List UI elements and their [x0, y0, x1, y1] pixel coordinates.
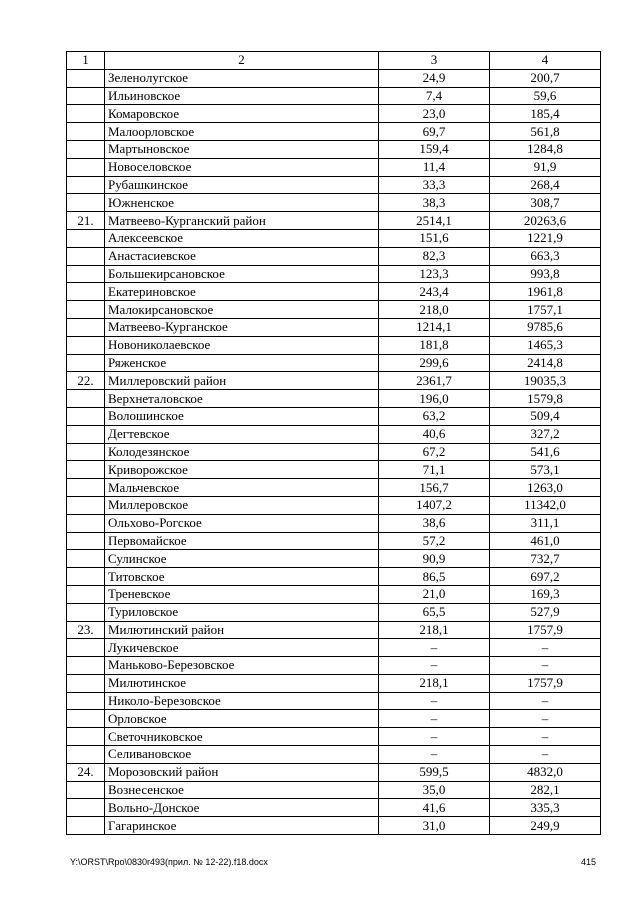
row-value-3-cell: 24,9 — [379, 69, 490, 87]
row-number-cell — [67, 461, 105, 479]
row-value-3-cell: 38,3 — [379, 194, 490, 212]
table-row — [67, 603, 601, 621]
row-name-cell: Вознесенское — [105, 781, 379, 799]
row-value-4-cell: 308,7 — [490, 194, 601, 212]
row-name-cell: Матвеево-Курганское — [105, 318, 379, 336]
row-number-cell — [67, 283, 105, 301]
table-row — [67, 781, 601, 799]
row-number-cell — [67, 781, 105, 799]
row-number-cell — [67, 603, 105, 621]
table-row — [67, 336, 601, 354]
row-number-cell — [67, 336, 105, 354]
row-value-3-cell: 218,1 — [379, 674, 490, 692]
row-value-4-cell: 1263,0 — [490, 479, 601, 497]
table-row — [67, 621, 601, 639]
table-body — [67, 69, 601, 834]
row-name-cell: Николо-Березовское — [105, 692, 379, 710]
row-value-4-cell: 200,7 — [490, 69, 601, 87]
row-number-cell — [67, 585, 105, 603]
row-number-cell: 22. — [67, 372, 105, 390]
table-row — [67, 247, 601, 265]
table-row — [67, 461, 601, 479]
table-row — [67, 568, 601, 586]
row-value-3-cell: 71,1 — [379, 461, 490, 479]
row-name-cell: Алексеевское — [105, 229, 379, 247]
row-name-cell: Сулинское — [105, 550, 379, 568]
row-number-cell: 23. — [67, 621, 105, 639]
row-value-3-cell: 299,6 — [379, 354, 490, 372]
row-value-4-cell: 732,7 — [490, 550, 601, 568]
row-value-3-cell: – — [379, 728, 490, 746]
row-value-4-cell: 9785,6 — [490, 318, 601, 336]
row-name-cell: Малокирсановское — [105, 301, 379, 319]
row-value-4-cell: 1465,3 — [490, 336, 601, 354]
table-row — [67, 176, 601, 194]
row-number-cell — [67, 390, 105, 408]
footer-file-path: Y:\ORST\Rpo\0830r493(прил. № 12-22).f18.docx — [70, 857, 268, 867]
row-value-4-cell: 282,1 — [490, 781, 601, 799]
row-value-4-cell: 327,2 — [490, 425, 601, 443]
row-value-4-cell: 573,1 — [490, 461, 601, 479]
row-value-4-cell: 461,0 — [490, 532, 601, 550]
row-number-cell: 21. — [67, 212, 105, 230]
row-number-cell — [67, 710, 105, 728]
table-row — [67, 105, 601, 123]
row-name-cell: Криворожское — [105, 461, 379, 479]
row-value-4-cell: – — [490, 692, 601, 710]
row-name-cell: Морозовский район — [105, 763, 379, 781]
row-value-4-cell: 335,3 — [490, 799, 601, 817]
row-value-4-cell: 1757,9 — [490, 674, 601, 692]
row-value-4-cell: 1961,8 — [490, 283, 601, 301]
row-name-cell: Екатериновское — [105, 283, 379, 301]
row-value-3-cell: 82,3 — [379, 247, 490, 265]
row-value-4-cell: 59,6 — [490, 87, 601, 105]
row-number-cell — [67, 443, 105, 461]
row-value-3-cell: 40,6 — [379, 425, 490, 443]
row-number-cell — [67, 158, 105, 176]
row-value-4-cell: 697,2 — [490, 568, 601, 586]
row-name-cell: Первомайское — [105, 532, 379, 550]
row-number-cell — [67, 568, 105, 586]
table-row — [67, 229, 601, 247]
table-row — [67, 318, 601, 336]
row-number-cell — [67, 123, 105, 141]
row-value-4-cell: 19035,3 — [490, 372, 601, 390]
table-row — [67, 657, 601, 675]
row-number-cell — [67, 87, 105, 105]
row-value-3-cell: – — [379, 746, 490, 764]
table-row — [67, 496, 601, 514]
table-row — [67, 212, 601, 230]
row-name-cell: Гагаринское — [105, 817, 379, 835]
table-row — [67, 550, 601, 568]
row-name-cell: Миллеровское — [105, 496, 379, 514]
header-row — [67, 52, 601, 70]
row-number-cell — [67, 479, 105, 497]
row-value-3-cell: – — [379, 639, 490, 657]
row-number-cell — [67, 532, 105, 550]
row-name-cell: Малоорловское — [105, 123, 379, 141]
row-value-3-cell: 1214,1 — [379, 318, 490, 336]
row-number-cell — [67, 194, 105, 212]
row-number-cell — [67, 496, 105, 514]
row-value-4-cell: 1757,9 — [490, 621, 601, 639]
table-row — [67, 283, 601, 301]
table-row — [67, 69, 601, 87]
row-value-4-cell: 268,4 — [490, 176, 601, 194]
table-row — [67, 87, 601, 105]
row-value-4-cell: 527,9 — [490, 603, 601, 621]
row-name-cell: Миллеровский район — [105, 372, 379, 390]
row-value-4-cell: 2414,8 — [490, 354, 601, 372]
row-name-cell: Анастасиевское — [105, 247, 379, 265]
row-number-cell — [67, 550, 105, 568]
row-value-4-cell: 20263,6 — [490, 212, 601, 230]
row-number-cell — [67, 799, 105, 817]
table-row — [67, 140, 601, 158]
row-value-4-cell: 541,6 — [490, 443, 601, 461]
row-number-cell — [67, 229, 105, 247]
row-value-4-cell: 509,4 — [490, 407, 601, 425]
row-number-cell — [67, 817, 105, 835]
row-value-3-cell: 57,2 — [379, 532, 490, 550]
row-value-3-cell: 218,0 — [379, 301, 490, 319]
row-number-cell — [67, 105, 105, 123]
row-value-3-cell: 2361,7 — [379, 372, 490, 390]
table-row — [67, 514, 601, 532]
row-number-cell — [67, 514, 105, 532]
row-value-3-cell: 181,8 — [379, 336, 490, 354]
table-row — [67, 265, 601, 283]
table-row — [67, 746, 601, 764]
table-row — [67, 585, 601, 603]
table-row — [67, 425, 601, 443]
row-name-cell: Вольно-Донское — [105, 799, 379, 817]
row-number-cell — [67, 674, 105, 692]
row-value-4-cell: – — [490, 657, 601, 675]
table-row — [67, 123, 601, 141]
row-name-cell: Маньково-Березовское — [105, 657, 379, 675]
row-name-cell: Милютинский район — [105, 621, 379, 639]
row-number-cell: 24. — [67, 763, 105, 781]
row-number-cell — [67, 176, 105, 194]
row-name-cell: Комаровское — [105, 105, 379, 123]
row-value-3-cell: 151,6 — [379, 229, 490, 247]
row-value-3-cell: 23,0 — [379, 105, 490, 123]
row-name-cell: Милютинское — [105, 674, 379, 692]
row-name-cell: Мальчевское — [105, 479, 379, 497]
row-value-3-cell: 243,4 — [379, 283, 490, 301]
row-value-3-cell: 218,1 — [379, 621, 490, 639]
row-value-4-cell: 249,9 — [490, 817, 601, 835]
row-value-3-cell: 35,0 — [379, 781, 490, 799]
row-name-cell: Орловское — [105, 710, 379, 728]
row-value-3-cell: 7,4 — [379, 87, 490, 105]
row-value-3-cell: 33,3 — [379, 176, 490, 194]
row-value-3-cell: 67,2 — [379, 443, 490, 461]
table-row — [67, 194, 601, 212]
row-name-cell: Новониколаевское — [105, 336, 379, 354]
row-value-3-cell: 196,0 — [379, 390, 490, 408]
row-number-cell — [67, 318, 105, 336]
header-cell-3: 3 — [379, 52, 490, 70]
row-name-cell: Матвеево-Курганский район — [105, 212, 379, 230]
row-number-cell — [67, 728, 105, 746]
row-name-cell: Новоселовское — [105, 158, 379, 176]
row-value-4-cell: 169,3 — [490, 585, 601, 603]
table-row — [67, 372, 601, 390]
row-name-cell: Дегтевское — [105, 425, 379, 443]
row-number-cell — [67, 69, 105, 87]
row-value-4-cell: 91,9 — [490, 158, 601, 176]
row-number-cell — [67, 140, 105, 158]
table-row — [67, 532, 601, 550]
row-number-cell — [67, 657, 105, 675]
header-cell-2: 2 — [105, 52, 379, 70]
table-row — [67, 479, 601, 497]
row-value-4-cell: – — [490, 639, 601, 657]
row-name-cell: Светочниковское — [105, 728, 379, 746]
table-row — [67, 301, 601, 319]
row-name-cell: Мартыновское — [105, 140, 379, 158]
header-cell-4: 4 — [490, 52, 601, 70]
row-value-4-cell: 993,8 — [490, 265, 601, 283]
row-name-cell: Титовское — [105, 568, 379, 586]
table-row — [67, 407, 601, 425]
data-table — [66, 51, 601, 835]
row-value-3-cell: 86,5 — [379, 568, 490, 586]
row-number-cell — [67, 746, 105, 764]
row-name-cell: Зеленолугское — [105, 69, 379, 87]
row-value-4-cell: 1284,8 — [490, 140, 601, 158]
row-value-4-cell: 1221,9 — [490, 229, 601, 247]
row-value-3-cell: 123,3 — [379, 265, 490, 283]
table-row — [67, 799, 601, 817]
row-value-3-cell: 63,2 — [379, 407, 490, 425]
row-number-cell — [67, 354, 105, 372]
row-number-cell — [67, 425, 105, 443]
row-value-3-cell: 38,6 — [379, 514, 490, 532]
row-name-cell: Верхнеталовское — [105, 390, 379, 408]
row-value-4-cell: 663,3 — [490, 247, 601, 265]
table-row — [67, 817, 601, 835]
table-row — [67, 692, 601, 710]
row-name-cell: Туриловское — [105, 603, 379, 621]
row-value-4-cell: 11342,0 — [490, 496, 601, 514]
row-value-3-cell: 159,4 — [379, 140, 490, 158]
row-name-cell: Волошинское — [105, 407, 379, 425]
row-value-3-cell: 90,9 — [379, 550, 490, 568]
row-value-4-cell: 311,1 — [490, 514, 601, 532]
row-value-4-cell: 4832,0 — [490, 763, 601, 781]
row-name-cell: Селивановское — [105, 746, 379, 764]
row-value-3-cell: 2514,1 — [379, 212, 490, 230]
row-name-cell: Ряженское — [105, 354, 379, 372]
row-value-3-cell: 1407,2 — [379, 496, 490, 514]
row-number-cell — [67, 692, 105, 710]
footer-page-number: 415 — [580, 857, 596, 867]
row-value-4-cell: 185,4 — [490, 105, 601, 123]
row-value-3-cell: – — [379, 710, 490, 728]
row-number-cell — [67, 265, 105, 283]
row-value-3-cell: – — [379, 657, 490, 675]
table-row — [67, 674, 601, 692]
row-value-3-cell: 599,5 — [379, 763, 490, 781]
row-name-cell: Ольхово-Рогское — [105, 514, 379, 532]
row-value-3-cell: – — [379, 692, 490, 710]
table-row — [67, 728, 601, 746]
table-row — [67, 763, 601, 781]
table-row — [67, 443, 601, 461]
row-value-3-cell: 11,4 — [379, 158, 490, 176]
row-value-3-cell: 156,7 — [379, 479, 490, 497]
table-row — [67, 710, 601, 728]
table-row — [67, 639, 601, 657]
row-number-cell — [67, 639, 105, 657]
row-value-4-cell: 1579,8 — [490, 390, 601, 408]
row-value-4-cell: – — [490, 746, 601, 764]
row-value-4-cell: 1757,1 — [490, 301, 601, 319]
row-value-3-cell: 41,6 — [379, 799, 490, 817]
table-row — [67, 354, 601, 372]
table-row — [67, 390, 601, 408]
row-value-4-cell: 561,8 — [490, 123, 601, 141]
row-value-4-cell: – — [490, 710, 601, 728]
row-value-3-cell: 31,0 — [379, 817, 490, 835]
header-cell-1: 1 — [67, 52, 105, 70]
row-number-cell — [67, 301, 105, 319]
row-number-cell — [67, 247, 105, 265]
table-row — [67, 158, 601, 176]
row-name-cell: Южненское — [105, 194, 379, 212]
row-name-cell: Колодезянское — [105, 443, 379, 461]
row-value-3-cell: 21,0 — [379, 585, 490, 603]
row-name-cell: Большекирсановское — [105, 265, 379, 283]
row-value-3-cell: 65,5 — [379, 603, 490, 621]
row-name-cell: Треневское — [105, 585, 379, 603]
row-number-cell — [67, 407, 105, 425]
row-value-3-cell: 69,7 — [379, 123, 490, 141]
row-name-cell: Ильиновское — [105, 87, 379, 105]
row-value-4-cell: – — [490, 728, 601, 746]
row-name-cell: Рубашкинское — [105, 176, 379, 194]
row-name-cell: Лукичевское — [105, 639, 379, 657]
